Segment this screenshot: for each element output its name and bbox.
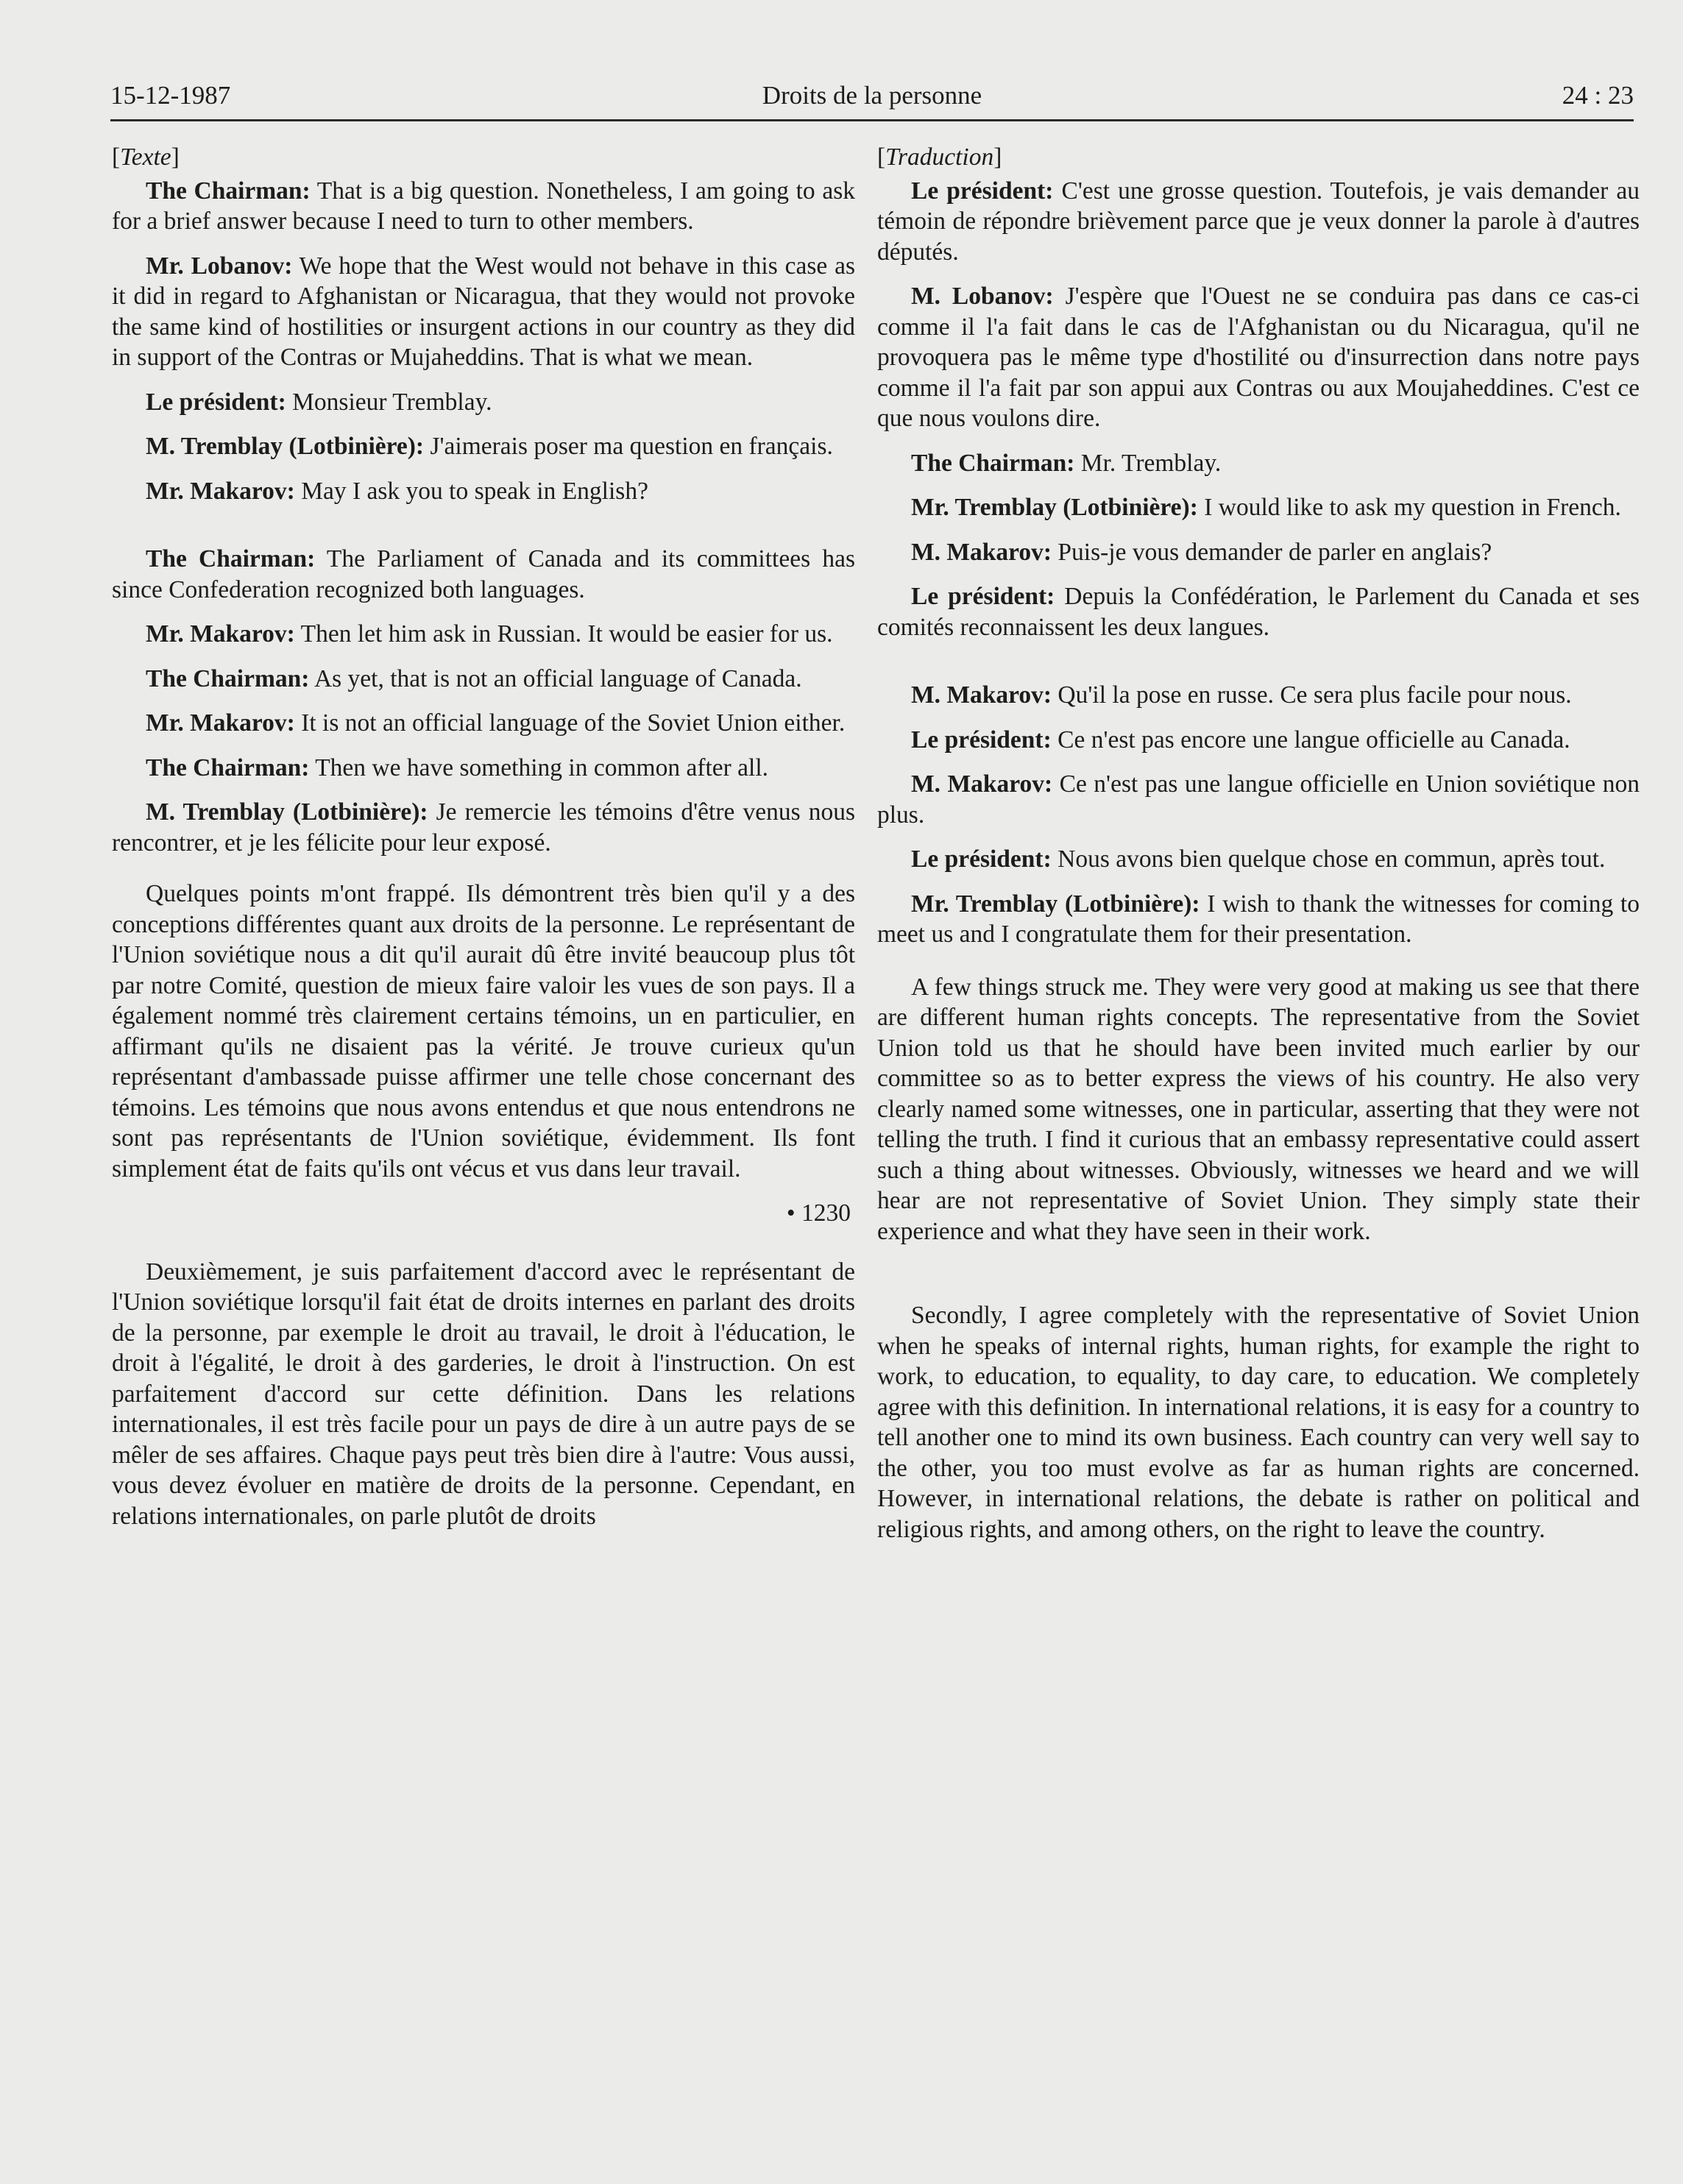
header-date: 15-12-1987 xyxy=(110,81,231,110)
left-para-11: M. Tremblay (Lotbinière): Je remercie les témoins d'être venus nous rencontrer, et je les félicite pour leur exposé. xyxy=(112,798,856,857)
header-page-number: 24 : 23 xyxy=(1562,81,1634,110)
left-para-13: Deuxièmement, je suis parfaitement d'accord avec le représentant de l'Union soviétique lorsqu'il fait état de droits internes en parlant des droits de la personne, par exemple le droit au travail, le droit à l'éducation, le droit à l'égalité, le droit à des garderies, le droit à l'instruction. On est parfaitement d'accord sur cette définition. Dans les relations internationales, il est très facile pour un pays de dire à un autre pays de se mêler de ses affaires. Chaque pays peut très bien dire à l'autre: Vous aussi, vous devez évoluer en matière de droits de la personne. Cependant, en relations internationales, on parle plutôt de droits xyxy=(112,1258,855,1530)
right-para-13: Secondly, I agree completely with the representative of Soviet Union when he speaks of internal rights, human rights, for example the right to work, to education, to equality, to day care, to education. We completely agree with this definition. In international relations, it is easy for a country to tell another one to mind its own business. Each country can very well say to the other, you too must evolve as far as human rights are concerned. However, in international relations, the debate is rather on political and religious rights, and among others, on the right to leave the country. xyxy=(877,1302,1640,1543)
right-column xyxy=(877,142,1640,1559)
left-para-9: Mr. Makarov: It is not an official language of the Soviet Union either. xyxy=(146,709,846,737)
left-para-8: The Chairman: As yet, that is not an official language of Canada. xyxy=(146,664,802,692)
left-para-7: Mr. Makarov: Then let him ask in Russian. It would be easier for us. xyxy=(146,620,833,648)
left-para-1: The Chairman: That is a big question. Nonetheless, I am going to ask for a brief answer because I need to turn to other members. xyxy=(112,177,855,235)
right-language-label: [Traduction] xyxy=(877,143,1002,171)
right-para-4: Mr. Tremblay (Lotbinière): I would like to ask my question in French. xyxy=(911,494,1621,521)
right-para-11: Mr. Tremblay (Lotbinière): I wish to thank the witnesses for coming to meet us and I congratulate them for their presentation. xyxy=(877,890,1640,948)
left-para-5: Mr. Makarov: May I ask you to speak in English? xyxy=(146,477,648,505)
spacer xyxy=(877,1261,1640,1300)
left-para-10: The Chairman: Then we have something in common after all. xyxy=(146,754,769,781)
left-para-2: Mr. Lobanov: We hope that the West would not behave in this case as it did in regard to Afghanistan or Nicaragua, that they would not provoke the same kind of hostilities or insurgent actions in our country as they did in support of the Contras or Mujaheddins. That is what we mean. xyxy=(112,252,855,371)
right-para-3: The Chairman: Mr. Tremblay. xyxy=(911,449,1222,477)
header-rule xyxy=(110,119,1634,121)
left-para-3: Le président: Monsieur Tremblay. xyxy=(146,388,492,416)
left-para-4: M. Tremblay (Lotbinière): J'aimerais poser ma question en français. xyxy=(146,433,833,460)
spacer xyxy=(112,520,855,544)
right-para-8: Le président: Ce n'est pas encore une langue officielle au Canada. xyxy=(911,726,1570,754)
left-para-12: Quelques points m'ont frappé. Ils démontrent très bien qu'il y a des conceptions différentes quant aux droits de la personne. Le représentant de l'Union soviétique nous a dit qu'il aurait dû être invité beaucoup plus tôt par notre Comité, question de mieux faire valoir les vues de son pays. Il a également nommé très clairement certains témoins, un en particulier, en affirmant qu'ils ne disaient pas la vérité. Je trouve curieux qu'un représentant d'ambassade puisse affirmer une telle chose concernant des témoins. Les témoins que nous avons entendus et que nous entendrons ne sont pas représentants de l'Union soviétique, évidemment. Ils font simplement état de faits qu'ils ont vécus et vus dans leur travail. xyxy=(112,880,855,1183)
right-para-5: M. Makarov: Puis-je vous demander de parler en anglais? xyxy=(911,538,1492,566)
right-para-6: Le président: Depuis la Confédération, le Parlement du Canada et ses comités reconnaissent les deux langues. xyxy=(877,583,1640,641)
right-para-1: Le président: C'est une grosse question. Toutefois, je vais demander au témoin de répondre brièvement parce que je veux donner la parole à d'autres députés. xyxy=(877,177,1640,266)
left-language-label: [Texte] xyxy=(112,143,180,171)
spacer xyxy=(877,656,1640,680)
right-para-10: Le président: Nous avons bien quelque chose en commun, après tout. xyxy=(911,845,1606,873)
right-para-7: M. Makarov: Qu'il la pose en russe. Ce sera plus facile pour nous. xyxy=(911,681,1572,709)
right-para-9: M. Makarov: Ce n'est pas une langue officielle en Union soviétique non plus. xyxy=(877,770,1640,829)
right-para-12: A few things struck me. They were very good at making us see that there are different human rights concepts. The representative from the Soviet Union told us that he should have been invited much earlier by our committee so as to better express the views of his country. He also very clearly named some witnesses, one in particular, asserting that they were not telling the truth. I find it curious that an embassy representative could assert such a thing about witnesses. Obviously, witnesses we heard and we will hear are not representative of Soviet Union. They simply state their experience and what they have seen in their work. xyxy=(877,973,1640,1245)
header-title: Droits de la personne xyxy=(762,81,982,110)
time-marker: • 1230 xyxy=(786,1199,851,1227)
left-column xyxy=(112,142,855,1545)
left-para-6: The Chairman: The Parliament of Canada and its committees has since Confederation recognized both languages. xyxy=(112,545,855,603)
right-para-2: M. Lobanov: J'espère que l'Ouest ne se conduira pas dans ce cas-ci comme il l'a fait dans le cas de l'Afghanistan ou du Nicaragua, qu'il ne provoquera pas le même type d'hostilité ou d'insurrection dans notre pays comme il l'a fait par son appui aux Contras ou aux Moujaheddines. C'est ce que nous voulons dire. xyxy=(877,283,1640,432)
page-header xyxy=(110,81,1634,125)
